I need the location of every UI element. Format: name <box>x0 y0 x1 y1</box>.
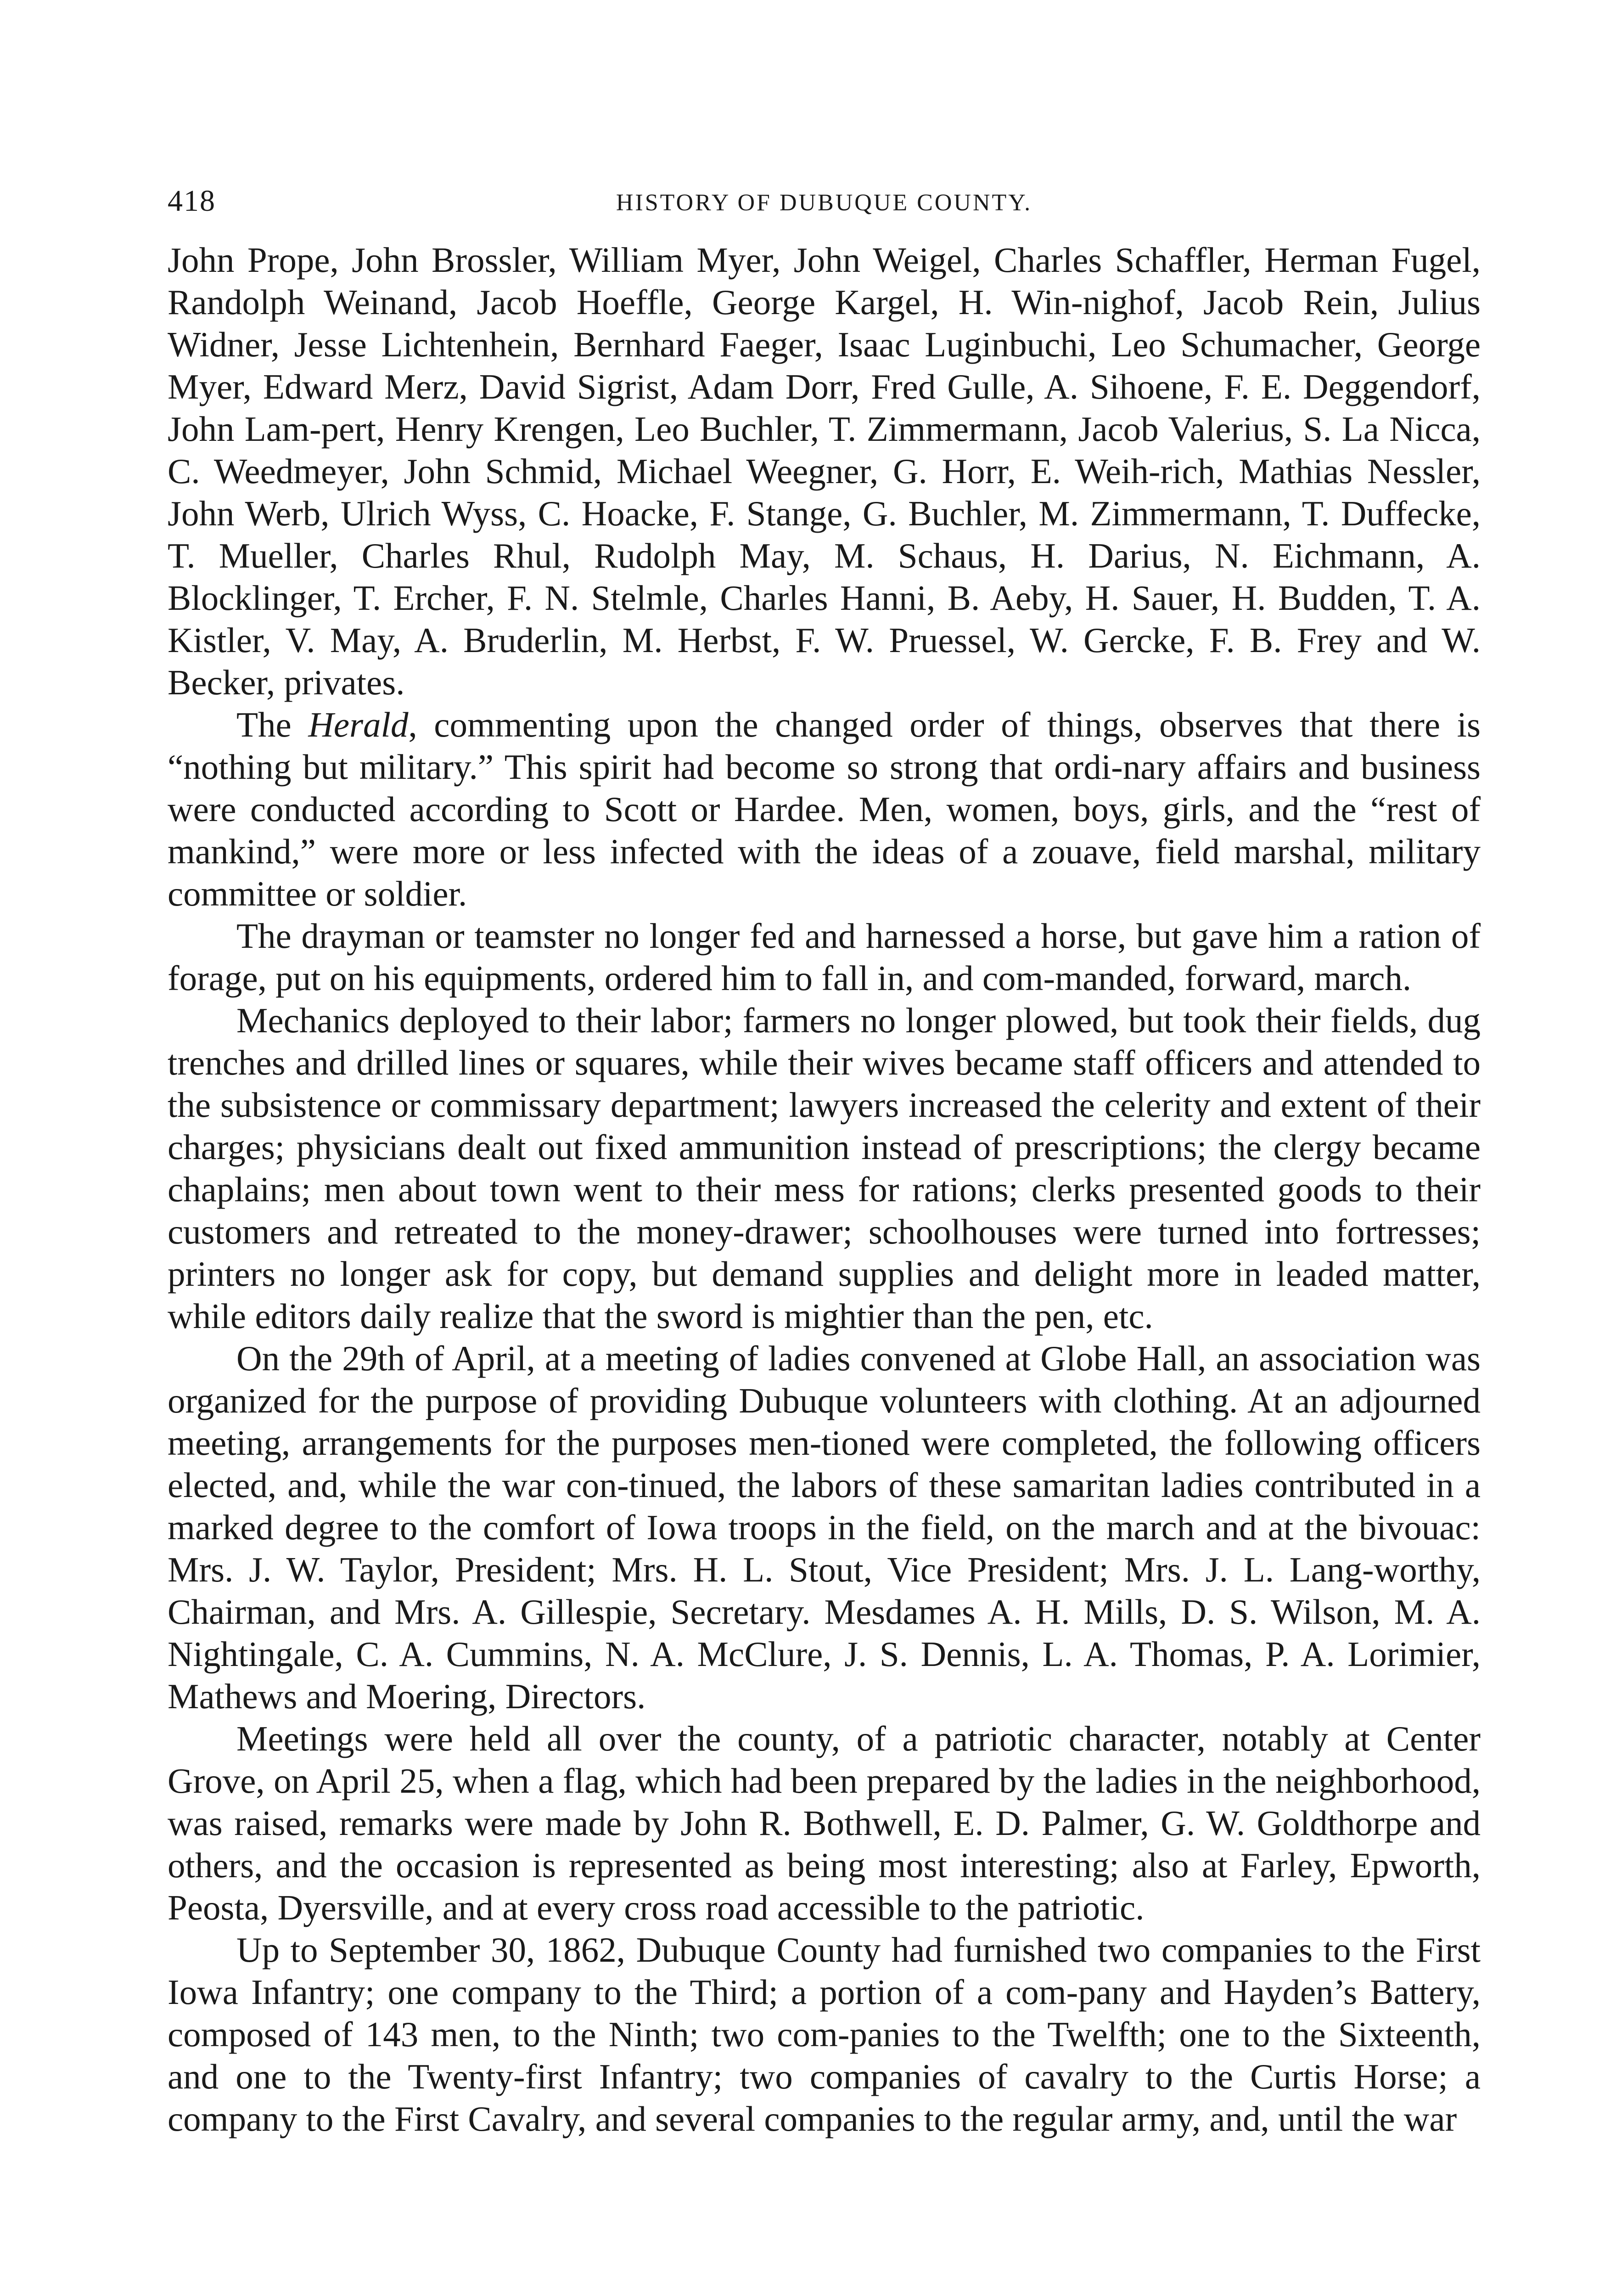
running-head: HISTORY OF DUBUQUE COUNTY. <box>616 190 1032 216</box>
herald-title: Herald <box>308 705 409 744</box>
patriotic-meetings-paragraph: Meetings were held all over the county, of a patriotic character, notably at Center Grove, on April 25, when a flag, which had been prepared by the ladies in the neighborhood, was raised, remarks were made by John R. Bothwell, E. D. Palmer, G. W. Goldthorpe and others, and the occasion is represented as being most interesting; also at Farley, Epworth, Peosta, Dyersville, and at every cross road accessible to the patriotic. <box>168 1719 1481 1927</box>
drayman-paragraph: The drayman or teamster no longer fed and harnessed a horse, but gave him a ration of forage, put on his equipments, ordered him to fall in, and com-manded, forward, march. <box>168 916 1481 998</box>
herald-paragraph <box>168 703 1481 915</box>
roster-paragraph: John Prope, John Brossler, William Myer, John Weigel, Charles Schaffler, Herman Fugel, Randolph Weinand, Jacob Hoeffle, George Kargel, H. Win-nighof, Jacob Rein, Julius Widner, Jesse Lichtenhein, Bernhard Faeger, Isaac Luginbuchi, Leo Schumacher, George Myer, Edward Merz, David Sigrist, Adam Dorr, Fred Gulle, A. Sihoene, F. E. Deggendorf, John Lam-pert, Henry Krengen, Leo Buchler, T. Zimmermann, Jacob Valerius, S. La Nicca, C. Weedmeyer, John Schmid, Michael Weegner, G. Horr, E. Weih-rich, Mathias Nessler, John Werb, Ulrich Wyss, C. Hoacke, F. Stange, G. Buchler, M. Zimmermann, T. Duffecke, T. Mueller, Charles Rhul, Rudolph May, M. Schaus, H. Darius, N. Eichmann, A. Blocklinger, T. Ercher, F. N. Stelmle, Charles Hanni, B. Aeby, H. Sauer, H. Budden, T. A. Kistler, V. May, A. Bruderlin, M. Herbst, F. W. Pruessel, W. Gercke, F. B. Frey and W. Becker, privates. <box>168 240 1481 702</box>
companies-furnished-paragraph: Up to September 30, 1862, Dubuque County had furnished two companies to the First Iowa Infantry; one company to the Third; a portion of a com-pany and Hayden’s Battery, composed of 143 men, to the Ninth; two com-panies to the Twelfth; one to the Sixteenth, and one to the Twenty-first Infantry; two companies of cavalry to the Curtis Horse; a company to the First Cavalry, and several companies to the regular army, and, until the war <box>168 1930 1481 2138</box>
page-number: 418 <box>168 184 216 218</box>
herald-paragraph-start: The <box>236 705 309 744</box>
body-text <box>168 239 1481 2140</box>
page-header <box>168 184 1481 225</box>
mechanics-paragraph: Mechanics deployed to their labor; farmers no longer plowed, but took their fields, dug trenches and drilled lines or squares, while their wives became staff officers and attended to the subsistence or commissary department; lawyers increased the celerity and extent of their charges; physicians dealt out fixed ammunition instead of prescriptions; the clergy became chaplains; men about town went to their mess for rations; clerks presented goods to their customers and retreated to the money-drawer; schoolhouses were turned into fortresses; printers no longer ask for copy, but demand supplies and delight more in leaded matter, while editors daily realize that the sword is mightier than the pen, etc. <box>168 1001 1481 1336</box>
herald-paragraph-rest: , commenting upon the changed order of things, observes that there is “nothing but military.” This spirit had become so strong that ordi-nary affairs and business were conducted according to Scott or Hardee. Men, women, boys, girls, and the “rest of mankind,” were more or less infected with the ideas of a zouave, field marshal, military committee or soldier. <box>168 705 1481 913</box>
ladies-association-paragraph: On the 29th of April, at a meeting of ladies convened at Globe Hall, an association was organized for the purpose of providing Dubuque volunteers with clothing. At an adjourned meeting, arrangements for the purposes men-tioned were completed, the following officers elected, and, while the war con-tinued, the labors of these samaritan ladies contributed in a marked degree to the comfort of Iowa troops in the field, on the march and at the bivouac: Mrs. J. W. Taylor, President; Mrs. H. L. Stout, Vice President; Mrs. J. L. Lang-worthy, Chairman, and Mrs. A. Gillespie, Secretary. Mesdames A. H. Mills, D. S. Wilson, M. A. Nightingale, C. A. Cummins, N. A. McClure, J. S. Dennis, L. A. Thomas, P. A. Lorimier, Mathews and Moering, Directors. <box>168 1339 1481 1716</box>
